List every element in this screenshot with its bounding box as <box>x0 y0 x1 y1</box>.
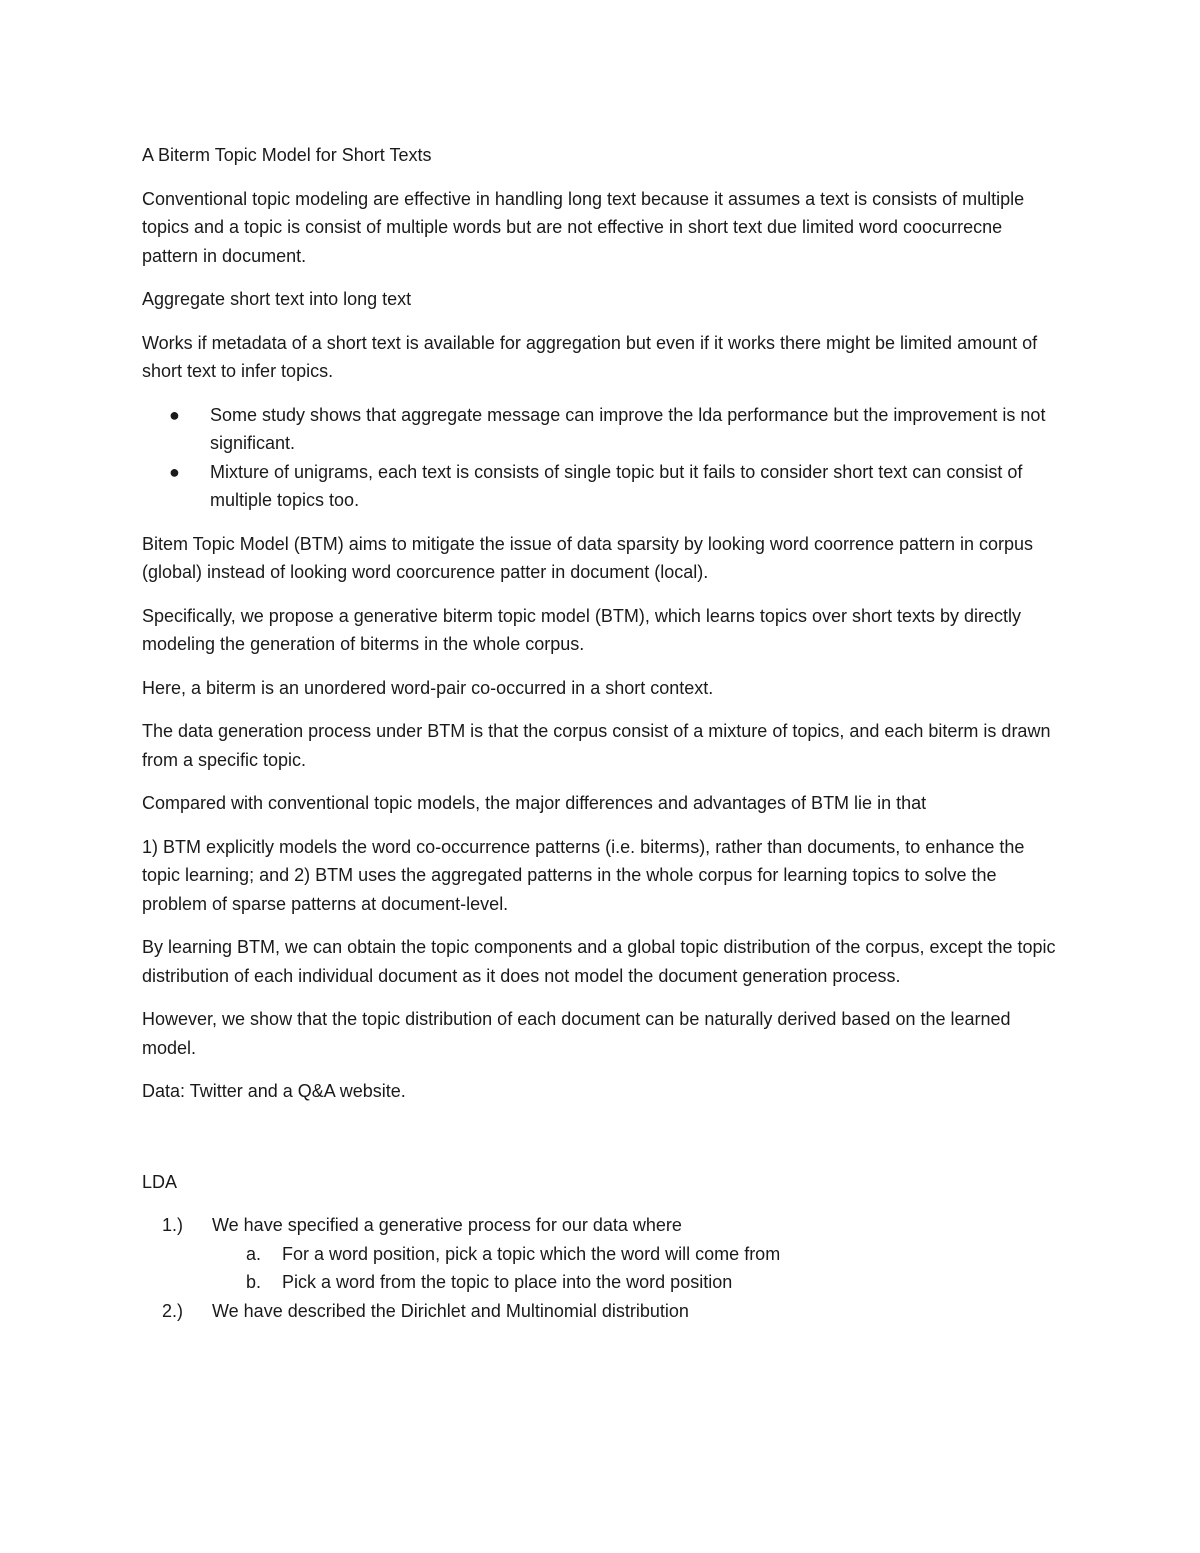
paragraph: Works if metadata of a short text is available for aggregation but even if it works there might be limited amount of short text to infer topics. <box>142 332 1038 381</box>
list-marker: b. <box>246 1272 262 1292</box>
list-item <box>142 401 1062 458</box>
paragraph: Bitem Topic Model (BTM) aims to mitigate the issue of data sparsity by looking word coorrence pattern in corpus (global) instead of looking word coorcurence patter in document (local). <box>142 533 1034 582</box>
paragraph: Specifically, we propose a generative biterm topic model (BTM), which learns topics over short texts by directly modeling the generation of biterms in the whole corpus. <box>142 605 1022 654</box>
blank-space <box>142 1121 1062 1168</box>
paragraph: However, we show that the topic distribution of each document can be naturally derived based on the learned model. <box>142 1009 1011 1058</box>
paragraph: Conventional topic modeling are effective in handling long text because it assumes a text is consists of multiple topics and a topic is consist of multiple words but are not effective in short text due limited word coocurrecne pattern in document. <box>142 188 1025 266</box>
paragraph: The data generation process under BTM is that the corpus consist of a mixture of topics, and each biterm is drawn from a specific topic. <box>142 721 1051 770</box>
list-item-text: We have described the Dirichlet and Multinomial distribution <box>212 1300 689 1321</box>
list-marker: 1.) <box>162 1215 184 1235</box>
document-page <box>142 141 1062 1325</box>
list-item-text: Mixture of unigrams, each text is consists of single topic but it fails to consider short text can consist of multiple topics too. <box>210 461 1023 510</box>
paragraph: Compared with conventional topic models, the major differences and advantages of BTM lie in that <box>142 793 927 813</box>
bullet-list <box>142 401 1062 515</box>
document-title: A Biterm Topic Model for Short Texts <box>142 145 432 165</box>
paragraph: Aggregate short text into long text <box>142 289 412 309</box>
list-item <box>142 1211 1062 1297</box>
paragraph: Data: Twitter and a Q&A website. <box>142 1081 406 1101</box>
sub-list <box>212 1240 1062 1297</box>
numbered-list <box>142 1211 1062 1325</box>
paragraph: 1) BTM explicitly models the word co-occurrence patterns (i.e. biterms), rather than documents, to enhance the topic learning; and 2) BTM uses the aggregated patterns in the whole corpus for learning topics to solve the problem of sparse patterns at document-level. <box>142 836 1025 914</box>
list-item-text: We have specified a generative process for our data where <box>212 1215 682 1235</box>
list-item <box>142 458 1062 515</box>
list-marker: 2.) <box>162 1300 184 1321</box>
bullet-icon: ● <box>169 461 180 482</box>
list-item-text: For a word position, pick a topic which the word will come from <box>282 1243 781 1264</box>
list-item <box>212 1268 1062 1297</box>
paragraph: Here, a biterm is an unordered word-pair co-occurred in a short context. <box>142 677 714 698</box>
list-item-text: Some study shows that aggregate message can improve the lda performance but the improvement is not significant. <box>210 404 1046 453</box>
list-item <box>142 1297 1062 1326</box>
paragraph: By learning BTM, we can obtain the topic components and a global topic distribution of the corpus, except the topic distribution of each individual document as it does not model the document generation process. <box>142 937 1056 986</box>
list-marker: a. <box>246 1243 262 1264</box>
bullet-icon: ● <box>169 404 180 425</box>
list-item-text: Pick a word from the topic to place into the word position <box>282 1272 733 1292</box>
list-item <box>212 1240 1062 1269</box>
section-heading-lda: LDA <box>142 1171 178 1192</box>
